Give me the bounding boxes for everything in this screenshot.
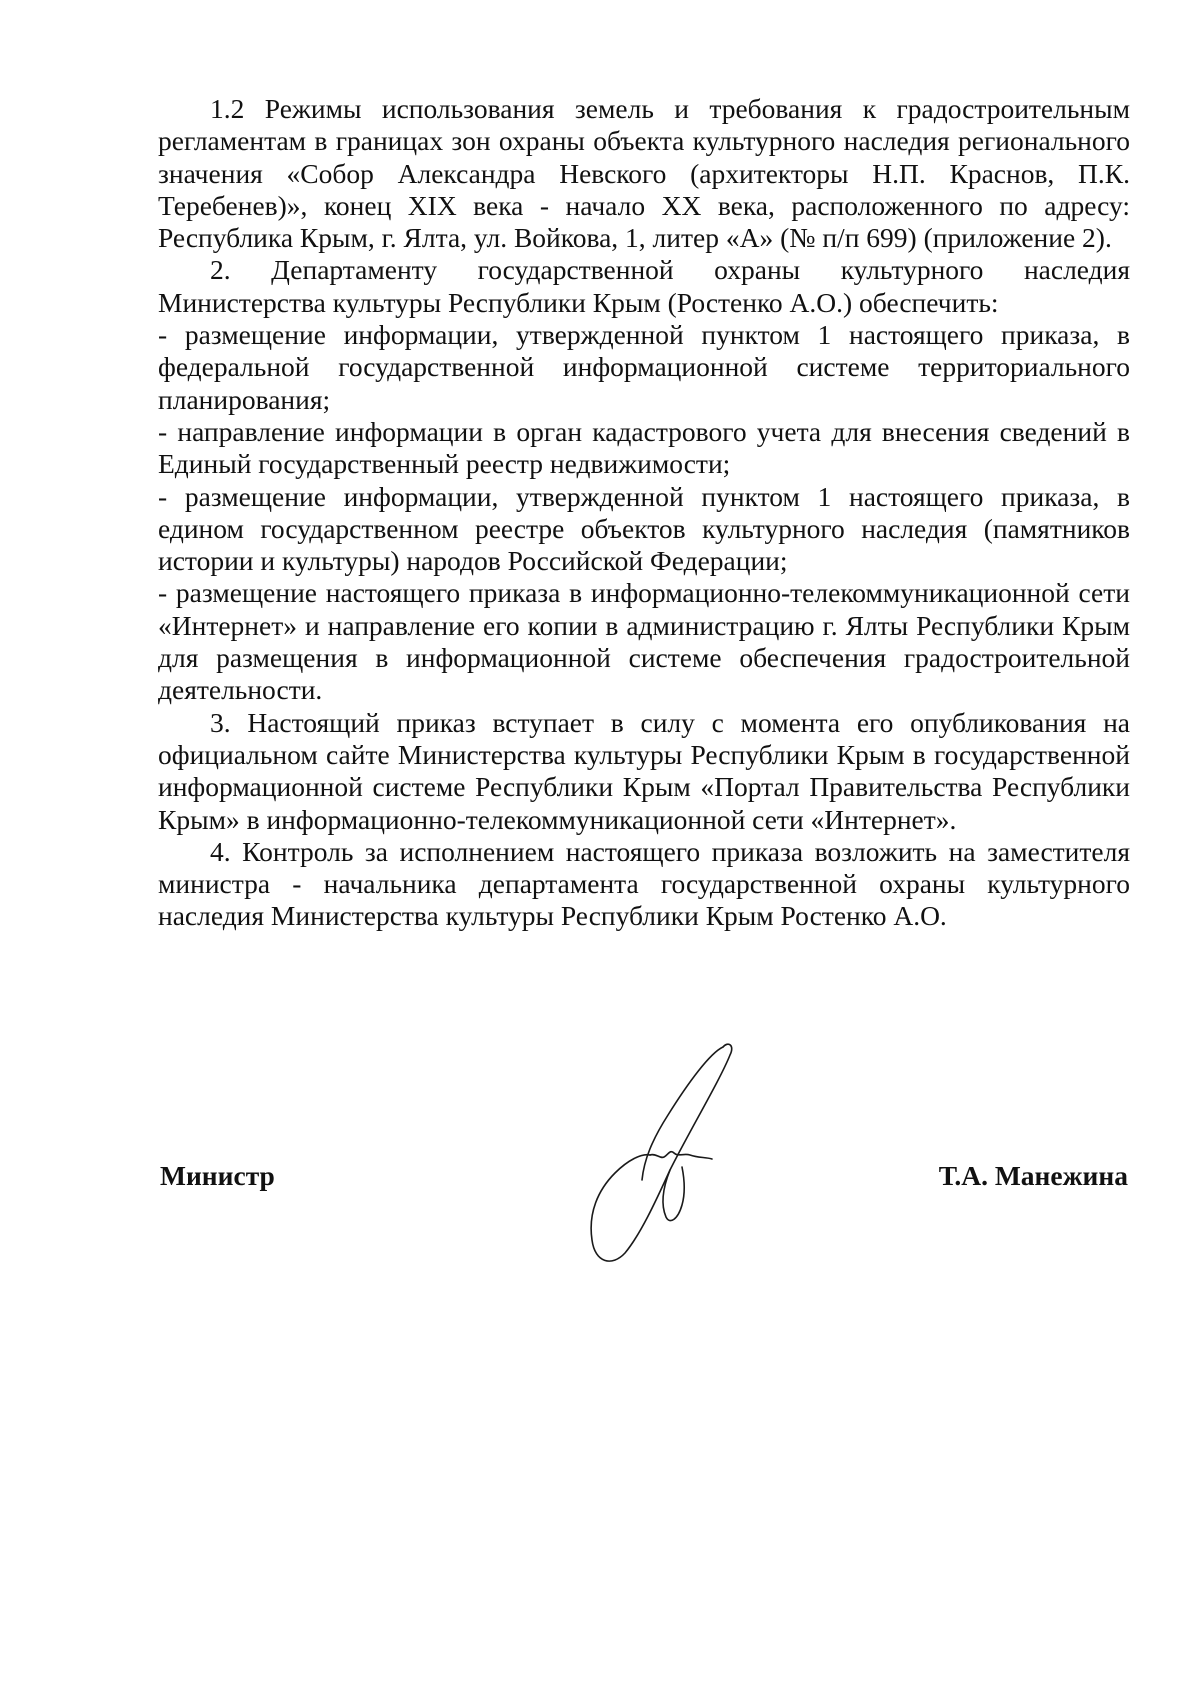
paragraph-2: 2. Департаменту государственной охраны культурного наследия Министерства культуры Республики Крым (Ростенко А.О.) обеспечить: (158, 254, 1130, 318)
document-body (158, 93, 1130, 933)
handwritten-signature (570, 1035, 780, 1295)
signatory-name: Т.А. Манежина (938, 1160, 1128, 1191)
list-item-heritage-registry: - размещение информации, утвержденной пунктом 1 настоящего приказа, в едином государственном реестре объектов культурного наследия (памятников истории и культуры) народов Российской Федерации; (158, 480, 1130, 577)
signatory-title: Министр (160, 1160, 275, 1191)
paragraph-4: 4. Контроль за исполнением настоящего приказа возложить на заместителя министра - начальника департамента государственной охраны культурного наследия Министерства культуры Республики Крым Ростенко А.О. (158, 835, 1130, 932)
paragraph-1-2: 1.2 Режимы использования земель и требования к градостроительным регламентам в границах зон охраны объекта культурного наследия регионального значения «Собор Александра Невского (архитекторы Н.П. Краснов, П.К. Теребенев)», конец XIX века - начало XX века, расположенного по адресу: Республика Крым, г. Ялта, ул. Войкова, 1, литер «А» (№ п/п 699) (приложение 2). (158, 93, 1130, 254)
list-item-internet-publication: - размещение настоящего приказа в информационно-телекоммуникационной сети «Интернет» и направление его копии в администрацию г. Ялты Республики Крым для размещения в информационной системе обеспечения градостроительной деятельности. (158, 577, 1130, 706)
list-item-federal-system: - размещение информации, утвержденной пунктом 1 настоящего приказа, в федеральной государственной информационной системе территориального планирования; (158, 319, 1130, 415)
paragraph-3: 3. Настоящий приказ вступает в силу с момента его опубликования на официальном сайте Министерства культуры Республики Крым в государственной информационной системе Республики Крым «Портал Правительства Республики Крым» в информационно-телекоммуникационной сети «Интернет». (158, 706, 1130, 835)
list-item-cadastral: - направление информации в орган кадастрового учета для внесения сведений в Единый государственный реестр недвижимости; (158, 415, 1130, 480)
